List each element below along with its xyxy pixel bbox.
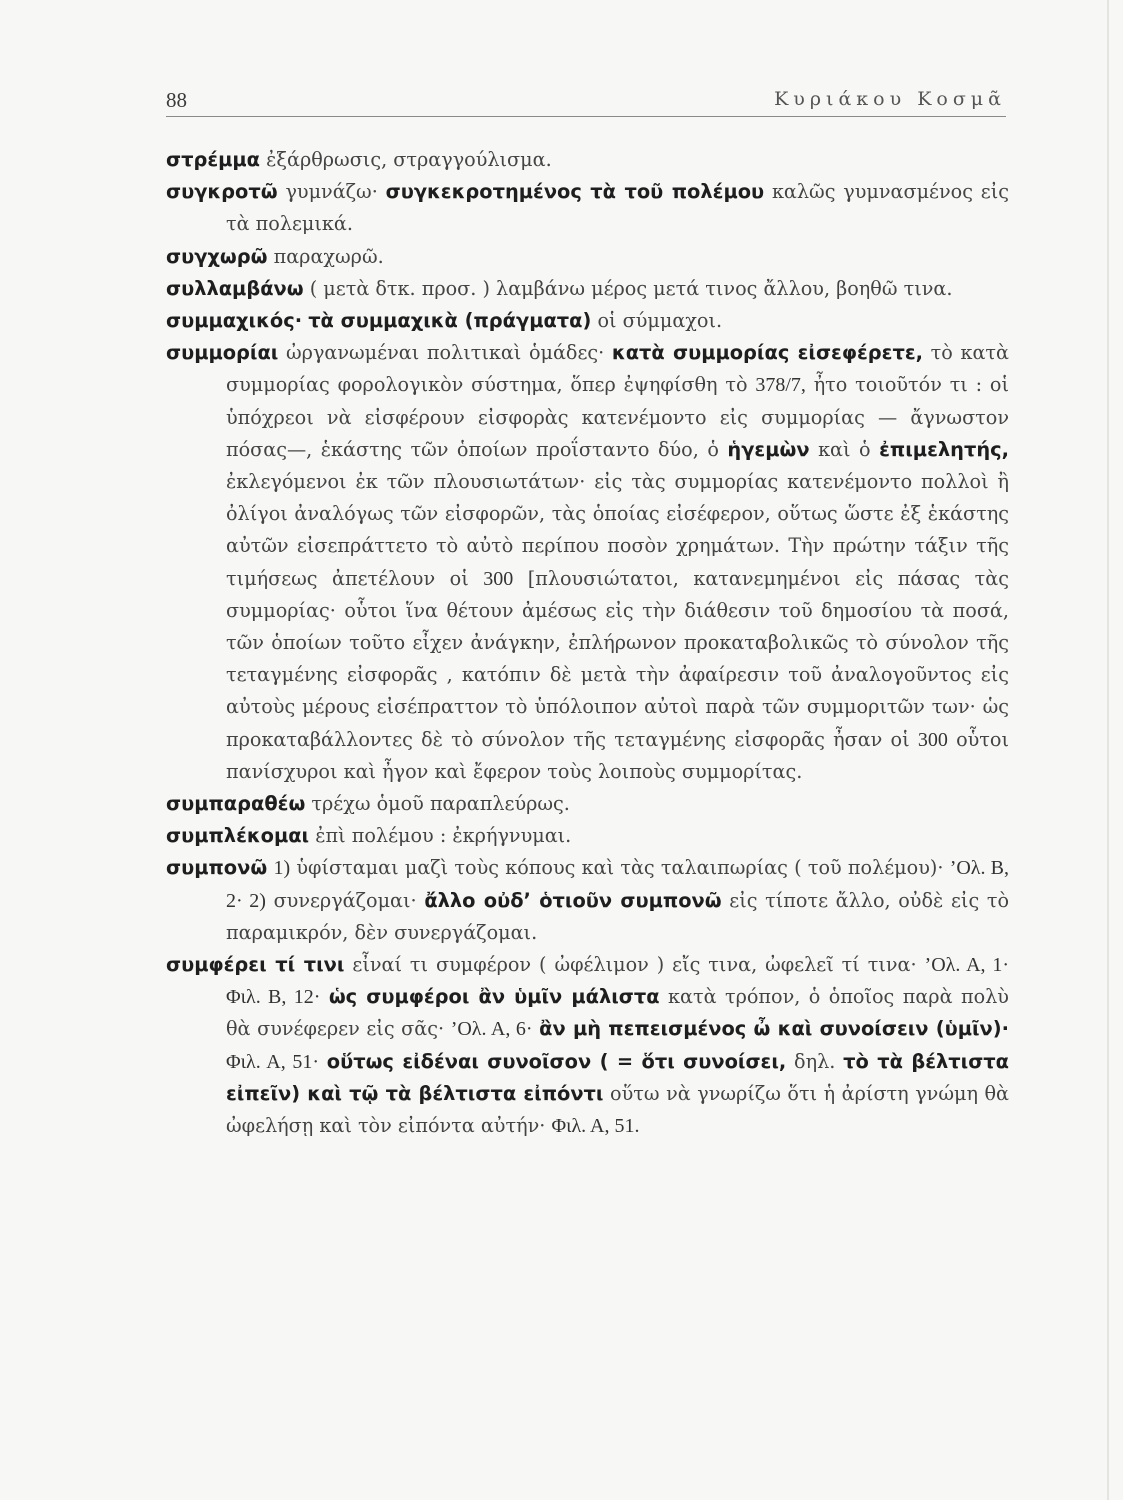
dictionary-entry [166,144,1009,176]
bold-phrase: τὸ τὰ βέλτιστα εἰπεῖν) καὶ τῷ τὰ βέλτιστα εἰπόντι [226,1049,1009,1105]
entry-headword: συμφέρει τί τινι [166,953,345,977]
bold-phrase: ἂν μὴ πεπεισμένος ὦ καὶ συνοίσειν (ὑμῖν)· [539,1017,1009,1041]
gloss-text: εἶναί τι συμφέρον ( ὠφέλιμον ) εἴς τινα, ὠφελεῖ τί τινα· [352,953,917,977]
dictionary-entry [166,949,1009,1142]
reference-text: ’Ολ. Α, 1· Φιλ. Β, 12· [226,954,1010,1009]
gloss-text: τὸ κατὰ συμμορίας φορολογικὸν σύστημα, ὅπερ ἐψηφίσθη τὸ [226,341,1009,397]
entry-headword: συμπονῶ [166,856,268,880]
dictionary-entry [166,176,1009,240]
gloss-text: εἰς τίποτε ἄλλο, οὐδὲ εἰς τὸ παραμικρόν, δὲν συνεργάζομαι. [226,888,1010,944]
gloss-text: παραχωρῶ. [273,244,384,268]
bold-phrase: ὡς συμφέροι ἂν ὑμῖν μάλιστα [328,985,660,1009]
entry-headword: συμμαχικός· [166,309,303,333]
entry-headword: συμμορίαι [166,341,279,365]
entry-headword: συμπαραθέω [166,792,306,816]
dictionary-entry [166,788,1009,820]
dictionary-entry [166,852,1009,949]
gloss-text: συνεργάζομαι· [273,888,417,912]
dictionary-entry [166,305,1009,337]
entry-headword: συμπλέκομαι [166,824,310,848]
bold-phrase: συγκεκροτημένος τὰ τοῦ πολέμου [385,180,765,204]
gloss-text: καλῶς γυμνασμένος εἰς τὰ πολεμικά. [226,180,1009,236]
reference-text: 300 [917,728,948,751]
bold-phrase: ἄλλο οὐδ’ ὁτιοῦν συμπονῶ [424,888,722,912]
bold-phrase: τὰ συμμαχικὰ (πράγματα) [308,309,592,333]
reference-text: Φιλ. Α, 51. [551,1115,640,1138]
page-number: 88 [166,88,187,112]
reference-text: 1) [273,857,291,880]
gloss-text: [πλουσιώτατοι, κατανεμημένοι εἰς πάσας τὰς συμμορίας· οὗτοι ἵνα θέτουν ἀμέσως εἰς τὴν διάθεσιν τοῦ δημοσίου τὰ ποσά, τῶν ὁποίων τοῦτο εἶχεν ἀνάγκην, ἐπλήρωνον προκαταβολικῶς τὸ σύνολον τῆς τεταγμένης εἰσφορᾶς , κατόπιν δὲ μετὰ τὴν ἀφαίρεσιν τοῦ ἀναλογοῦντος εἰς αὐτοὺς μέρους εἰσέπραττον τὸ ὑπόλοιπον αὐτοὶ παρὰ τῶν συμμοριτῶν των· ὡς προκαταβάλλοντες δὲ τὸ σύνολον τῆς τεταγμένης εἰσφορᾶς ἦσαν οἱ [226,566,1009,751]
reference-text: 378/7, [755,374,806,397]
entry-headword: συλλαμβάνω [166,276,304,300]
gloss-text: ἐπὶ πολέμου : ἐκρήγνυμαι. [315,824,572,848]
entry-headword: συγκροτῶ [166,180,278,204]
gloss-text: ἦτο τοιοῦτόν τι : οἱ ὑπόχρεοι νὰ εἰσφέρουν εἰσφορὰς κατενέμοντο εἰς συμμορίας — ἄγνωστον πόσας—, ἑκάστης τῶν ὁποίων προΐσταντο δύο, ὁ [226,373,1009,461]
entry-headword: συγχωρῶ [166,244,268,268]
gloss-text: τρέχω ὁμοῦ παραπλεύρως. [311,792,570,816]
bold-phrase: κατὰ συμμορίας εἰσεφέρετε, [611,341,924,365]
entry-headword: στρέμμα [166,148,261,171]
gloss-text: καὶ ὁ [818,437,871,461]
dictionary-entry [166,820,1009,852]
gloss-text: ( μετὰ δτκ. προσ. ) λαμβάνω μέρος μετά τινος ἄλλου, βοηθῶ τινα. [309,276,953,300]
dictionary-entries [166,144,1009,1142]
header-rule [166,116,1006,117]
running-title: Κυριάκου Κοσμᾶ [774,88,1006,110]
gloss-text: ὑφίσταμαι μαζὶ τοὺς κόπους καὶ τὰς ταλαιπωρίας ( τοῦ πολέμου)· [296,856,944,880]
gloss-text: ἐκλεγόμενοι ἐκ τῶν πλουσιωτάτων· εἰς τὰς συμμορίας κατενέμοντο πολλοὶ ἢ ὀλίγοι ἀναλόγως τῶν εἰσφορῶν, τὰς ὁποίας εἰσέφερον, οὕτως ὥστε ἐξ ἑκάστης αὐτῶν εἰσεπράττετο τὸ αὐτὸ περίπου ποσὸν χρημάτων. Τὴν πρώτην τάξιν τῆς τιμήσεως ἀπετέλουν οἱ [226,470,1009,590]
running-head [166,88,1006,118]
gloss-text: ὠργανωμέναι πολιτικαὶ ὁμάδες· [286,341,605,365]
gloss-text: ἐξάρθρωσις, στραγγούλισμα. [266,148,552,171]
gloss-text: δηλ. [794,1049,836,1073]
gloss-text: οὕτω νὰ γνωρίζω ὅτι ἡ ἀρίστη γνώμη θὰ ὠφελήσῃ καὶ τὸν εἰπόντα αὐτήν· [226,1081,1009,1138]
bold-phrase: ἐπιμελητής, [879,437,1009,461]
gloss-text: κατὰ τρόπον, ὁ ὁποῖος παρὰ πολὺ θὰ συνέφερεν εἰς σᾶς· [226,985,1009,1041]
bold-phrase: οὕτως εἰδέναι συνοῖσον ( = ὅτι συνοίσει, [326,1049,787,1073]
gloss-text: γυμνάζω· [285,180,378,204]
dictionary-entry [166,241,1009,273]
bold-phrase: ἡγεμὼν [727,437,810,461]
reference-text: Φιλ. Α, 51· [226,1050,320,1073]
gloss-text: οὗτοι πανίσχυροι καὶ ἦγον καὶ ἔφερον τοὺς λοιποὺς συμμορίτας. [226,727,1009,783]
reference-text: ’Ολ. Α, 6· [450,1018,533,1041]
dictionary-entry [166,273,1009,305]
reference-text: 300 [483,567,514,590]
reference-text: ’Ολ. Β, 2· 2) [226,857,1009,912]
page-edge-shadow [1107,0,1109,1500]
gloss-text: οἱ σύμμαχοι. [597,309,723,333]
dictionary-entry [166,337,1009,788]
